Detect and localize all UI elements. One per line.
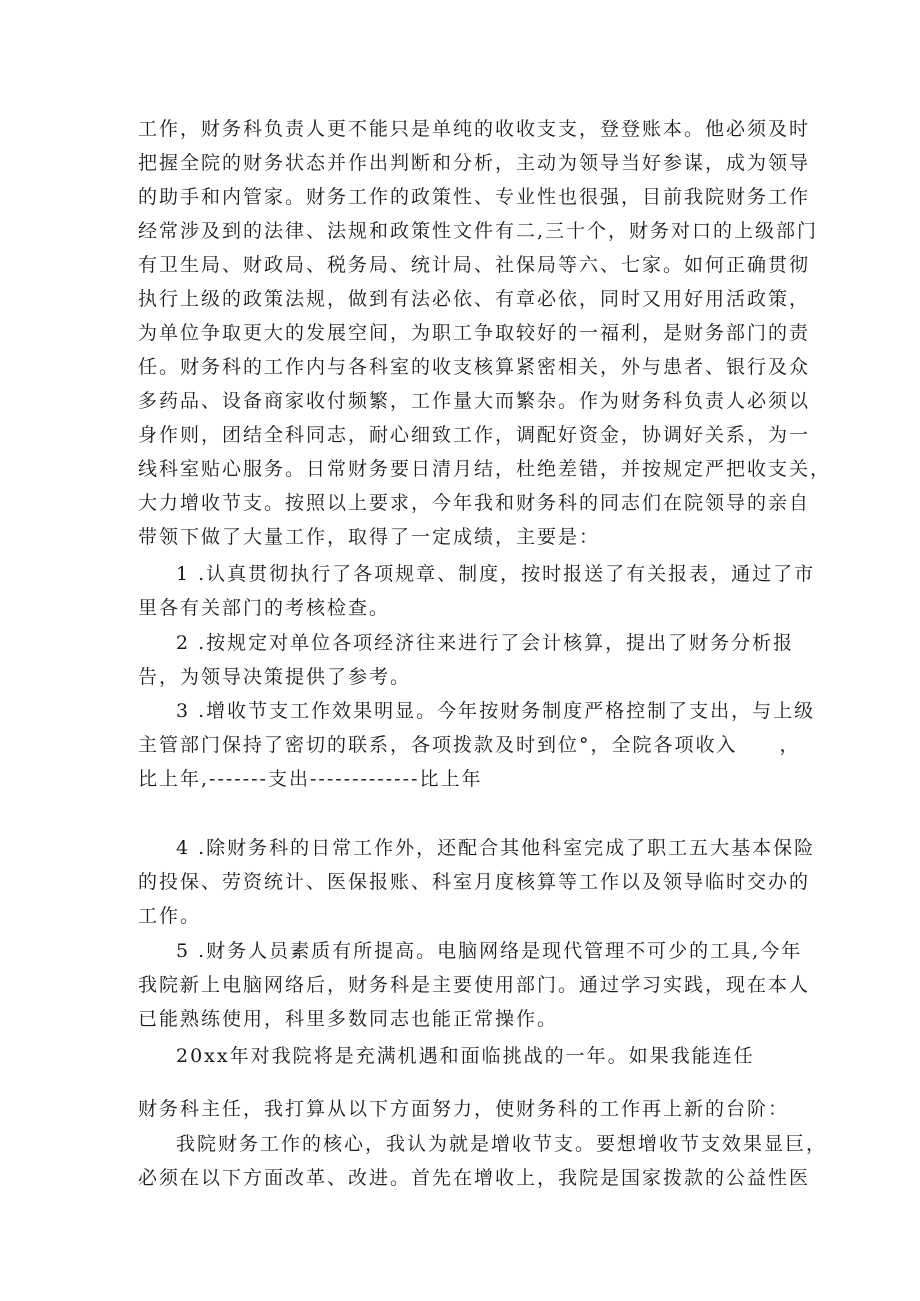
list-item-4: 4 .除财务科的日常工作外，还配合其他科室完成了职工五大基本保险 [176, 837, 816, 859]
text-line: 我院财务工作的核心，我认为就是增收节支。要想增收节支效果显巨， [176, 1133, 828, 1155]
list-item-2: 2 .按规定对单位各项经济往来进行了会计核算，提出了财务分析报 [176, 632, 795, 654]
text-line: 线科室贴心服务。日常财务要日清月结，杜绝差错，并按规定严把收支关， [138, 458, 832, 480]
text-line: 里各有关部门的考核检查。 [138, 597, 391, 619]
text-line: 我院新上电脑网络后，财务科是主要使用部门。通过学习实践，现在本人 [138, 974, 811, 996]
text-line: 经常涉及到的法律、法规和政策性文件有二,三十个，财务对口的上级部门 [138, 220, 819, 242]
text-line: 有卫生局、财政局、税务局、统计局、社保局等六、七家。如何正确贯彻 [138, 254, 811, 276]
list-item-1: 1 .认真贯彻执行了各项规章、制度，按时报送了有关报表，通过了市 [176, 563, 816, 585]
text-line: 带领下做了大量工作，取得了一定成绩，主要是： [138, 526, 601, 548]
text-line: 必须在以下方面改革、改进。首先在增收上，我院是国家拨款的公益性医 [138, 1167, 811, 1189]
text-line: 为单位争取更大的发展空间，为职工争取较好的一福利，是财务部门的责 [138, 322, 811, 344]
text-line: 执行上级的政策法规，做到有法必依、有章必依，同时又用好用活政策， [138, 288, 811, 310]
text-line: 主管部门保持了密切的联系，各项拨款及时到位°，全院各项收入 ， [138, 734, 801, 756]
text-line: 的助手和内管家。财务工作的政策性、专业性也很强，目前我院财务工作 [138, 186, 811, 208]
list-item-3: 3 .增收节支工作效果明显。今年按财务制度严格控制了支出，与上级 [176, 700, 816, 722]
text-line: 多药品、设备商家收付频繁，工作量大而繁杂。作为财务科负责人必须以 [138, 390, 811, 412]
text-line: 工作。 [138, 905, 202, 927]
text-line: 比上年,-------支出-------------比上年 [138, 768, 483, 790]
text-line: 财务科主任，我打算从以下方面努力，使财务科的工作再上新的台阶： [138, 1098, 790, 1120]
text-line: 告，为领导决策提供了参考。 [138, 666, 412, 688]
list-item-5: 5 .财务人员素质有所提高。电脑网络是现代管理不可少的工具,今年 [176, 940, 803, 962]
text-line: 大力增收节支。按照以上要求，今年我和财务科的同志们在院领导的亲自 [138, 492, 811, 514]
text-line: 的投保、劳资统计、医保报账、科室月度核算等工作以及领导临时交办的 [138, 871, 811, 893]
text-line: 把握全院的财务状态并作出判断和分析，主动为领导当好参谋，成为领导 [138, 152, 811, 174]
text-line: 任。财务科的工作内与各科室的收支核算紧密相关，外与患者、银行及众 [138, 356, 811, 378]
text-line: 20xx年对我院将是充满机遇和面临挑战的一年。如果我能连任 [176, 1045, 755, 1067]
text-line: 工作，财务科负责人更不能只是单纯的收收支支，登登账本。他必须及时 [138, 118, 811, 140]
text-line: 身作则，团结全科同志，耐心细致工作，调配好资金，协调好关系，为一 [138, 424, 811, 446]
text-line: 已能熟练使用，科里多数同志也能正常操作。 [138, 1008, 559, 1030]
